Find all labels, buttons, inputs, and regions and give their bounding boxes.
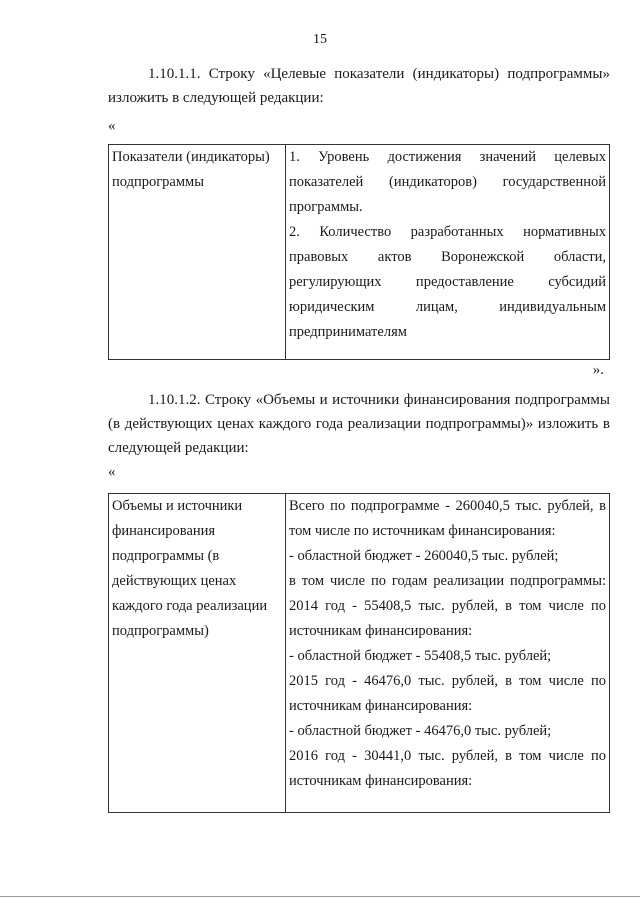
value-line: 2016 год - 30441,0 тыс. рублей, в том числе по (289, 748, 606, 764)
value-line: 2014 год - 55408,5 тыс. рублей, в том числе по (289, 598, 606, 614)
section1-open-quote: « (108, 118, 116, 134)
label-line: подпрограммы) (112, 623, 209, 639)
value-line: том числе по источникам финансирования: (289, 523, 556, 539)
value-line: - областной бюджет - 46476,0 тыс. рублей; (289, 723, 552, 739)
label-line: каждого года реализации (112, 598, 268, 614)
label-line: действующих ценах (112, 573, 237, 589)
value-line: источникам финансирования: (289, 698, 473, 714)
value-line: предпринимателям (289, 324, 407, 340)
value-line: источникам финансирования: (289, 773, 473, 789)
section1-intro-line2: изложить в следующей редакции: (108, 90, 324, 106)
value-line: правовых актов Воронежской области, (289, 249, 606, 265)
section2-intro (108, 388, 610, 460)
section2-intro-line1: 1.10.1.2. Строку «Объемы и источники финансирования подпрограммы (148, 392, 610, 408)
value-line: - областной бюджет - 55408,5 тыс. рублей; (289, 648, 552, 664)
label-line: Показатели (индикаторы) (112, 149, 270, 165)
value-line: Всего по подпрограмме - 260040,5 тыс. рублей, в (289, 498, 606, 514)
table-row (109, 145, 610, 360)
financing-label-cell (109, 494, 286, 813)
page-number: 15 (313, 32, 327, 47)
value-line: 1. Уровень достижения значений целевых (289, 149, 606, 165)
section2-open-quote: « (108, 464, 116, 480)
value-line: источникам финансирования: (289, 623, 473, 639)
section1-intro-line1: 1.10.1.1. Строку «Целевые показатели (индикаторы) подпрограммы» (148, 66, 610, 82)
label-line: подпрограммы (в (112, 548, 220, 564)
label-line: Объемы и источники (112, 498, 243, 514)
section2-intro-line2: (в действующих ценах каждого года реализации подпрограммы)» изложить в (108, 416, 610, 432)
value-line: программы. (289, 199, 363, 215)
value-line: юридическим лицам, индивидуальным (289, 299, 606, 315)
value-line: регулирующих предоставление субсидий (289, 274, 606, 290)
value-line: 2015 год - 46476,0 тыс. рублей, в том числе по (289, 673, 606, 689)
value-line: - областной бюджет - 260040,5 тыс. рублей; (289, 548, 559, 564)
value-line: 2. Количество разработанных нормативных (289, 224, 606, 240)
table-row (109, 494, 610, 813)
label-line: финансирования (112, 523, 216, 539)
indicators-label-cell (109, 145, 286, 360)
value-line: показателей (индикаторов) государственной (289, 174, 606, 190)
financing-value-cell (286, 494, 610, 813)
label-line: подпрограммы (112, 174, 204, 190)
section1-intro (108, 62, 610, 110)
scan-edge-divider (0, 896, 640, 897)
section1-close-quote: ». (592, 362, 604, 378)
value-line: в том числе по годам реализации подпрограммы: (289, 573, 606, 589)
indicators-value-cell (286, 145, 610, 360)
section2-intro-line3: следующей редакции: (108, 440, 249, 456)
indicators-table (108, 144, 610, 360)
financing-table (108, 493, 610, 813)
